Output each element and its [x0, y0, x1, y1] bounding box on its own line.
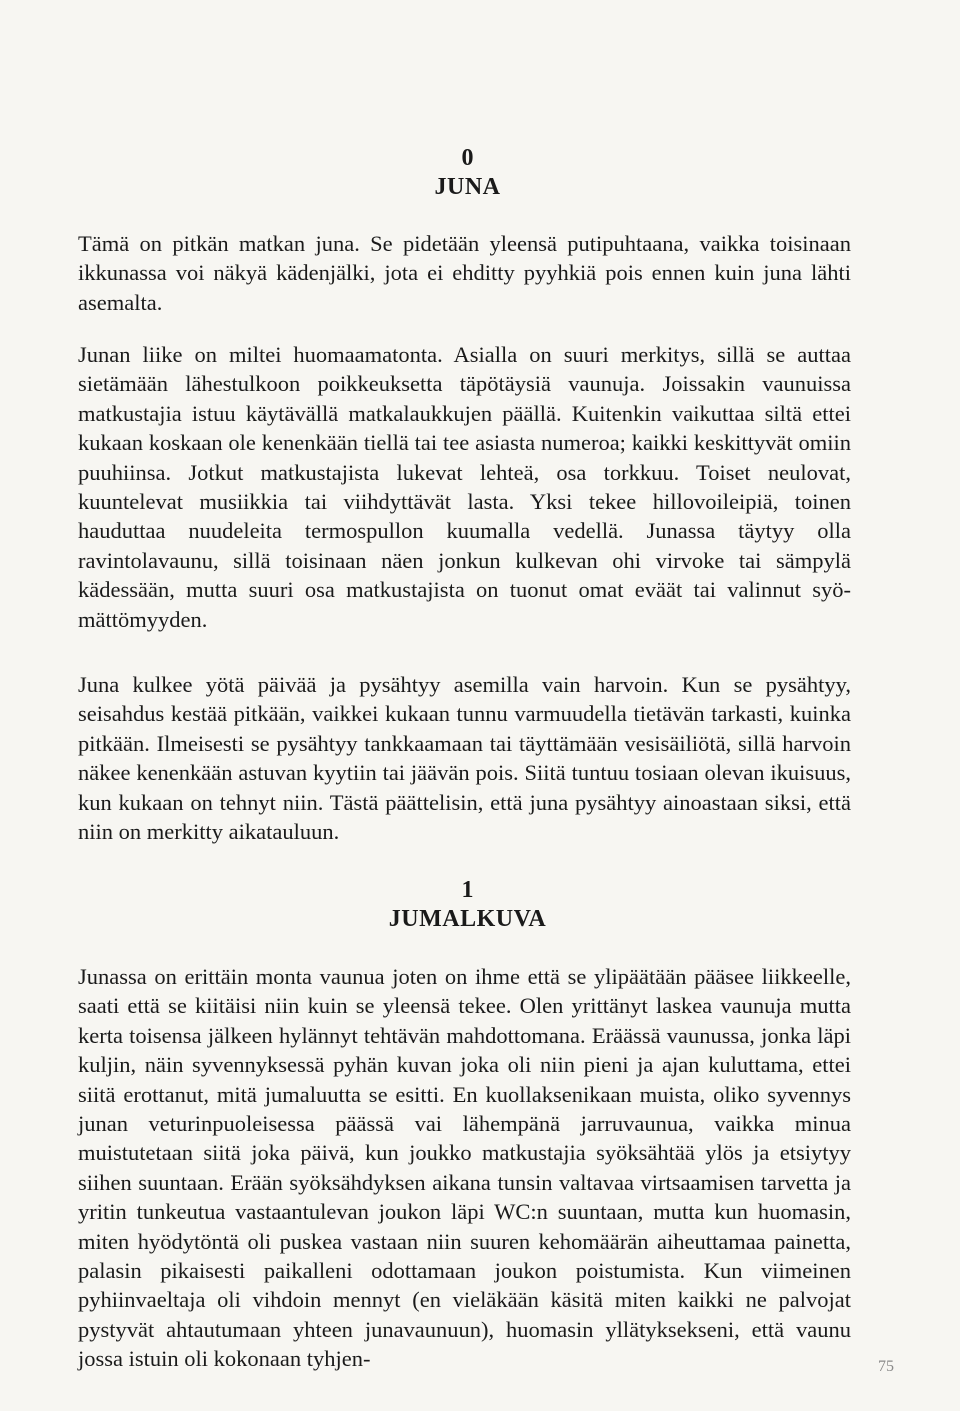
paragraph: Tämä on pitkän matkan juna. Se pidetään yleensä putipuhtaana, vaikka toisinaan ikkunassa voi näkyä kädenjälki, jota ei ehditty pyyhkiä pois ennen kuin juna lähti asemalta.: [78, 231, 851, 315]
chapter-number: 1: [461, 877, 474, 903]
chapter-title: JUMALKUVA: [388, 906, 547, 932]
chapter-number: 0: [461, 145, 474, 171]
page-number: 75: [878, 1358, 894, 1375]
paragraph: Junan liike on miltei huomaamatonta. Asialla on suuri merkitys, sillä se auttaa sietämään lähestulkoon poikkeuksetta täpötäysiä vaunuja. Joissakin vaunuissa matkustajia istuu käytävällä matkalaukkujen päällä. Kuitenkin vaikuttaa siltä ettei kukaan koskaan ole kenenkään tiellä tai tee asiasta numeroa; kaikki keskittyvät omiin puuhiinsa. Jotkut matkustajista lukevat lehteä, osa torkkuu. Toiset neulovat, kuuntelevat musiikkia tai viihdyttävät lasta. Yksi tekee hillovoileipiä, toinen hauduttaa nuudeleita termospullon kuumalla vedellä. Junassa täytyy olla ravintolavaunu, sillä toisinaan näen jonkun kulkevan ohi virvoke tai sämpylä kädessään, mutta suuri osa matkustajista on tuonut omat eväät tai valinnut syömättömyyden.: [78, 342, 851, 632]
paragraph: Junassa on erittäin monta vaunua joten on ihme että se ylipäätään pääsee liikkeelle, saati että se kiitäisi niin kuin se yleensä tekee. Olen yrittänyt laskea vaunuja mutta kerta toisensa jälkeen hylännyt tehtävän mahdottomana. Eräässä vaunussa, jonka läpi kuljin, näin syvennyksessä pyhän kuvan joka oli niin pieni ja ajan kuluttama, ettei siitä erottanut, mitä jumaluutta se esitti. En kuollaksenikaan muista, oliko syvennys junan veturinpuoleisessa päässä vai lähempänä jarruvaunua, vaikka minua muistutetaan siitä joka päivä, kun joukko matkustajia syöksähtää ylös ja etsiytyy siihen suuntaan. Erään syöksähdyksen aikana tunsin valtavaa virtsaamisen tarvetta ja yritin tunkeutua vastaantulevan joukon läpi WC:n suuntaan, mutta kun huomasin, miten hyödytöntä oli puskea vastaan niin suuren kehomäärän aiheuttamaa painetta, palasin pikaisesti paikalleni odottamaan joukon poistumista. Kun viimeinen pyhiinvaeltaja oli vihdoin mennyt (en vieläkään käsitä miten kaikki ne palvojat pystyvät ahtautumaan yhteen junavaunuun), huomasin yllätyksekseni, että vaunu jossa istuin oli kokonaan tyhjen-: [78, 964, 851, 1372]
paragraph: Juna kulkee yötä päivää ja pysähtyy asemilla vain harvoin. Kun se pysähtyy, seisahdus kestää pitkään, vaikkei kukaan tunnu varmuudella tietävän tarkasti, kuinka pitkään. Ilmeisesti se pysähtyy tankkaamaan tai täyttämään vesisäiliötä, sillä harvoin näkee kenenkään astuvan kyytiin tai jäävän pois. Siitä tuntuu tosiaan olevan ikuisuus, kun kukaan on tehnyt niin. Tästä päättelisin, että juna pysähtyy ainoastaan siksi, että niin on merkitty aikatauluun.: [78, 672, 851, 845]
chapter-title: JUNA: [434, 174, 501, 200]
